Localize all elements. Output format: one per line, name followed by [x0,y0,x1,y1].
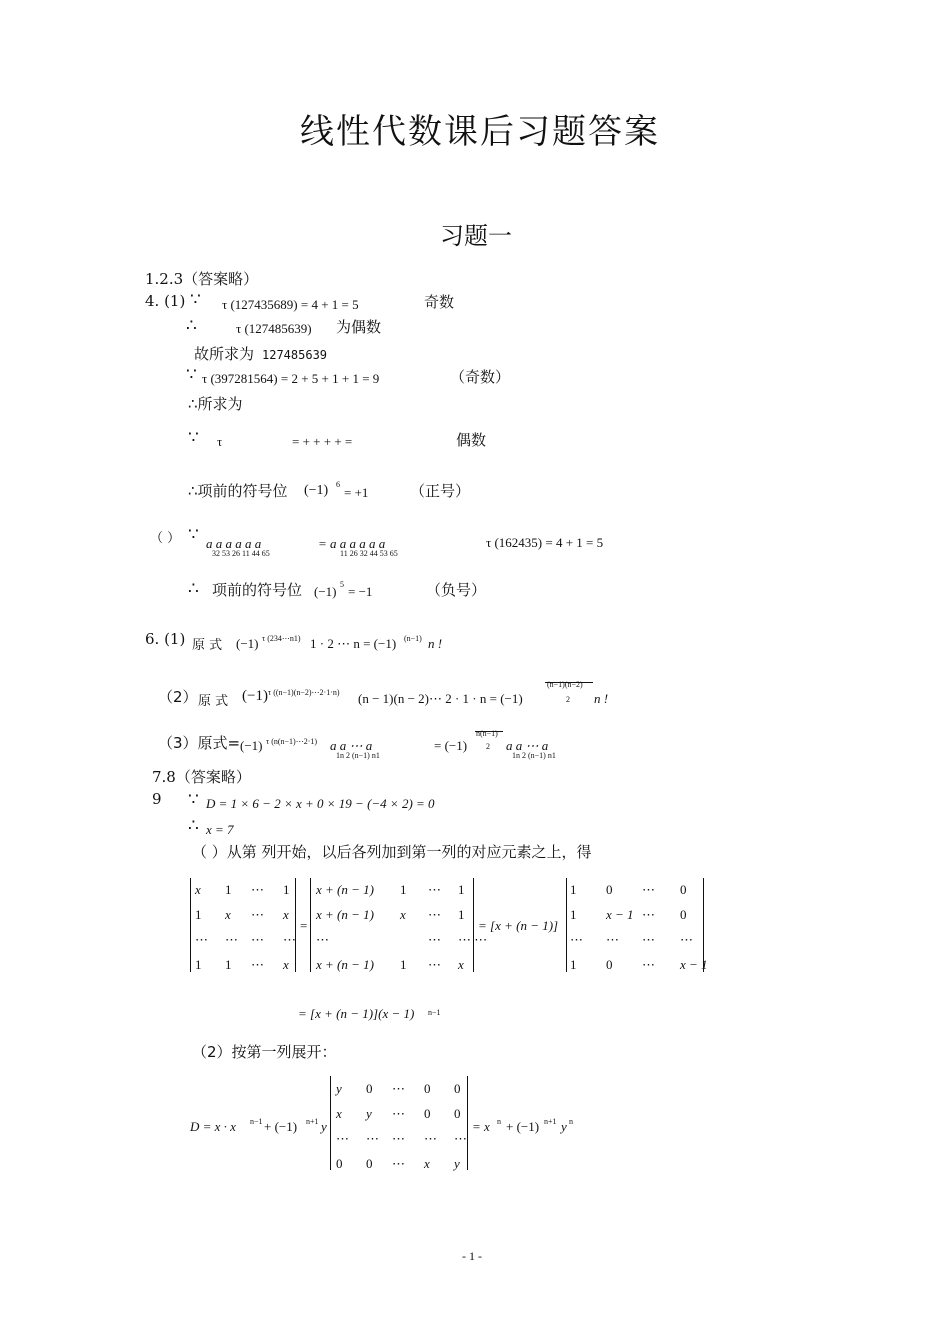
matrix-cell: x [283,957,289,972]
q10-p2-rhs3-exp: n [569,1117,573,1126]
q4-l7-eq: = +1 [344,485,369,500]
matrix-cell: x + (n − 1) [316,957,374,972]
q6-p2-frac-bot: 2 [566,695,570,704]
q10-p2-rhs: = x [472,1119,490,1134]
matrix-cell: y [366,1106,372,1121]
therefore-symbol: ∴ [188,816,199,836]
matrix-cell: ⋯ [366,1131,379,1146]
q4-l8-eq-sub: 11 26 32 44 53 65 [340,549,398,558]
matrix-cell: ⋯ [428,882,441,897]
q6-p1-end: n ! [428,636,443,651]
matrix-cell: 1 [570,957,577,972]
because-symbol: ∵ [190,290,201,310]
matrix-cell: x [424,1156,430,1171]
matrix-cell: x − 1 [680,957,708,972]
q6-p3-label: （3）原式= [158,734,241,752]
matrix-cell: 0 [366,1081,373,1096]
q4-l9-note: （负号） [426,581,487,599]
matrix-cell: 1 [195,907,202,922]
matrix-cell: 1 [225,957,232,972]
q6-p2-text: 原 式 [198,694,229,709]
q10-p2-label: （2）按第一列展开： [192,1043,337,1061]
q4-l2-note: 为偶数 [336,318,382,336]
q10-p2-rhs-exp: n [497,1117,501,1126]
equals-sign: = [300,918,308,933]
therefore-symbol: ∴ [188,579,199,599]
q6-p3-a-sub: 1n 2 (n−1) n1 [336,751,380,760]
matrix-cell: ⋯ [336,1131,349,1146]
matrix-cell: ⋯ [392,1156,405,1171]
matrix-cell: ⋯ [316,932,329,947]
matrix-cell: ⋯ [283,932,296,947]
matrix-cell: ⋯ [570,932,583,947]
q4-l7-note: （正号） [410,482,471,500]
matrix-cell: 0 [366,1156,373,1171]
q10-result-exp: n−1 [428,1008,441,1017]
q4-l9-math: (−1) [314,584,337,599]
matrix-cell: 0 [424,1106,431,1121]
matrix-cell: ⋯ [251,907,264,922]
q10-p2-rhs3: y [561,1119,567,1134]
matrix-cell: x + (n − 1) [316,907,374,922]
matrix-cell: ⋯ [392,1131,405,1146]
matrix-cell: ⋯ [606,932,619,947]
q9-l2-math: x = 7 [206,822,234,837]
q4-l8-tau: τ (162435) = 4 + 1 = 5 [486,535,604,550]
matrix-cell: x [400,907,406,922]
matrix-cell: 1 [225,882,232,897]
matrix-cell: x [336,1106,342,1121]
matrix-cell: 0 [424,1081,431,1096]
q6-p3-a2-sub: 1n 2 (n−1) n1 [512,751,556,760]
q10-p2-lhs: D = x · x [190,1119,236,1134]
q10-p2-mid-exp: n+1 [306,1117,319,1126]
q4-l7-math: (−1) [304,483,329,498]
matrix-cell: x + (n − 1) [316,882,374,897]
q10-factor: = [x + (n − 1)] [478,918,559,933]
q6-p3-math: (−1) [240,738,263,753]
q6-p1-text: 原 式 [192,638,223,653]
q4-l8-a-sub: 32 53 26 11 44 65 [212,549,270,558]
because-symbol: ∵ [188,525,199,545]
q6-p2-label: （2） [158,688,198,706]
q4-l8-eq: = a a a a a a [318,536,386,551]
because-symbol: ∵ [188,428,199,448]
matrix-cell: ⋯ [424,1131,437,1146]
q4-l1-note: 奇数 [424,293,455,311]
page-number: - 1 - [462,1249,482,1263]
q6-p1-exp2: (n−1) [404,634,422,643]
matrix-cell: ⋯ [225,932,238,947]
matrix-cell: 1 [400,957,407,972]
q6-p2-math: (−1) [242,688,268,704]
q6-p3-exp: τ (n(n−1)⋯2·1) [266,737,318,746]
q6-p3-eq: = (−1) [434,738,468,753]
matrix-cell: 0 [606,882,613,897]
q6-p1-exp: τ (234⋯n1) [262,634,301,643]
q4-l9-eq: = −1 [348,584,373,599]
matrix-cell: ⋯ [251,882,264,897]
q9-l1-math: D = 1 × 6 − 2 × x + 0 × 19 − (−4 × 2) = 0 [206,796,435,811]
because-symbol: ∵ [186,365,197,385]
q4-l9-text: 项前的符号位 [212,581,303,599]
q6-p2-frac-bar [545,682,593,683]
matrix-cell: x [195,882,201,897]
matrix-cell: 1 [195,957,202,972]
q123-line: 1.2.3（答案略） [145,270,259,288]
q10-intro: （ ）从第 列开始，以后各列加到第一列的对应元素之上，得 [192,843,592,861]
matrix-cell: ⋯ [428,957,441,972]
matrix-cell: ⋯ ⋯ [458,932,488,947]
because-symbol: ∵ [188,790,199,810]
det-bar [473,878,474,972]
q6-p2-exp: τ ((n−1)(n−2)⋯2·1·n) [268,688,340,697]
matrix-cell: ⋯ [642,882,655,897]
q78-line: 7.8（答案略） [152,768,251,786]
q4-label: 4. (1) [145,292,186,310]
matrix-cell: ⋯ [392,1106,405,1121]
matrix-cell: ⋯ [680,932,693,947]
q4-l2-math: τ (127485639) [236,321,312,336]
q6-p2-frac-top: (n−1)(n−2) [547,680,583,689]
matrix-cell: ⋯ [428,932,441,947]
matrix-cell: ⋯ [392,1081,405,1096]
matrix-cell: ⋯ [642,932,655,947]
q6-p3-frac-bar [475,731,503,732]
q4-l5-text: ∴所求为 [188,395,243,413]
matrix-cell: 1 [283,882,290,897]
matrix-cell: ⋯ [251,932,264,947]
q6-p3-a: a a ⋯ a [330,738,373,753]
matrix-cell: 0 [606,957,613,972]
q10-p2-y: y [321,1119,327,1134]
q4-l6-math: = + + + + = [292,434,353,449]
matrix-cell: ⋯ [195,932,208,947]
q6-p1-rest: 1 · 2 ⋯ n = (−1) [310,636,397,651]
q6-label: 6. (1) [145,630,186,648]
matrix-cell: x [283,907,289,922]
q4-l3-val: 127485639 [262,348,328,362]
q4-l4-math: τ (397281564) = 2 + 5 + 1 + 1 = 9 [202,371,380,386]
matrix-cell: 1 [458,882,465,897]
q4-l7-text: ∴项前的符号位 [188,482,288,500]
q4-l8-a: a a a a a a [206,536,262,551]
q6-p2-end: n ! [594,691,609,706]
matrix-cell: x [458,957,464,972]
matrix-cell: ⋯ [642,907,655,922]
matrix-cell: y [454,1156,460,1171]
q10-p2-rhs2-exp: n+1 [544,1117,557,1126]
doc-title: 线性代数课后习题答案 [300,112,660,152]
matrix-cell: ⋯ [428,907,441,922]
det-bar [467,1076,468,1170]
matrix-cell: 1 [570,907,577,922]
therefore-symbol: ∴ [186,316,197,336]
q10-p2-mid: + (−1) [264,1119,298,1134]
q4-l6-tau: τ [217,434,223,449]
q6-p3-a2: a a ⋯ a [506,738,549,753]
chapter-title: 习题一 [440,222,512,250]
matrix-cell: y [336,1081,342,1096]
matrix-cell: ⋯ [251,957,264,972]
matrix-cell: 0 [680,882,687,897]
q10-p2-lhs-exp: n−1 [250,1117,263,1126]
matrix-cell: 0 [336,1156,343,1171]
matrix-cell: ⋯ [454,1131,467,1146]
det-bar [566,878,567,972]
matrix-cell: 0 [680,907,687,922]
q4-l7-exp: 6 [336,480,340,489]
det-bar [330,1076,331,1170]
matrix-cell: 1 [400,882,407,897]
q4-l4-note: （奇数） [450,368,511,386]
q10-result: = [x + (n − 1)](x − 1) [298,1006,415,1021]
matrix-cell: ⋯ [642,957,655,972]
matrix-cell: 1 [458,907,465,922]
det-bar [310,878,311,972]
q6-p2-rest: (n − 1)(n − 2)⋯ 2 · 1 · n = (−1) [358,691,523,706]
matrix-cell: x [225,907,231,922]
q4-l8-paren: （ ） [150,531,181,546]
q4-l1-math: τ (127435689) = 4 + 1 = 5 [222,297,359,312]
matrix-cell: x − 1 [606,907,634,922]
q4-l9-exp: 5 [340,580,344,589]
q6-p3-frac-bot: 2 [486,742,490,751]
q4-l3-text: 故所求为 [194,345,255,363]
matrix-cell: 0 [454,1081,461,1096]
q4-l6-note: 偶数 [456,431,487,449]
matrix-cell: 0 [454,1106,461,1121]
q6-p1-math: (−1) [236,636,259,651]
q6-p3-frac-top: n(n−1) [476,729,498,738]
matrix-cell: 1 [570,882,577,897]
det-bar [190,878,191,972]
q10-p2-rhs2: + (−1) [506,1119,540,1134]
q9-label: 9 [152,790,162,808]
det-bar [295,878,296,972]
